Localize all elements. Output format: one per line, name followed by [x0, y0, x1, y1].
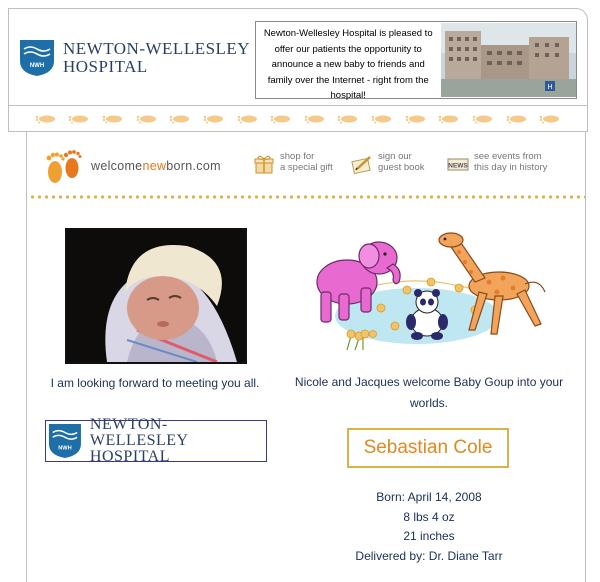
footprint-icon [269, 114, 293, 124]
footprint-icon [202, 114, 226, 124]
hospital-crest-icon [48, 423, 82, 459]
footprint-icon [34, 114, 58, 124]
footprint-icon [168, 114, 192, 124]
footprint-icon [135, 114, 159, 124]
site-name: welcomenewborn.com [91, 159, 221, 173]
baby-name: Sebastian Cole [363, 437, 493, 458]
main-content [26, 132, 586, 582]
welcome-message: Nicole and Jacques welcome Baby Goup into your worlds. [294, 375, 564, 410]
birth-weight: 8 lbs 4 oz [403, 509, 455, 524]
announcement-box [255, 21, 577, 99]
footprint-icon [370, 114, 394, 124]
svg-text:NEWS: NEWS [448, 162, 468, 170]
footprint-icon [471, 114, 495, 124]
animals-illustration [299, 230, 551, 362]
hospital-name-line1: NEWTON-WELLESLEY [63, 39, 251, 58]
hospital-building-image [441, 23, 576, 97]
delivered-by: Delivered by: Dr. Diane Tarr [355, 548, 503, 563]
announcement-text: Newton-Wellesley Hospital is pleased to offer our patients the opportunity to announce a new baby to friends and family over the Internet - right from the hospital! [263, 28, 433, 101]
newspaper-icon [447, 153, 469, 175]
gift-box-icon [253, 153, 275, 175]
baby-name-box [347, 428, 509, 468]
welcomenewborn-logo[interactable] [41, 146, 221, 186]
baby-caption: I am looking forward to meeting you all. [50, 376, 260, 390]
footprint-icon [437, 114, 461, 124]
footprint-icon [505, 114, 529, 124]
history-events-link[interactable]: NEWS see events from this day in history [448, 151, 548, 173]
footprint-icon [67, 114, 91, 124]
svg-text:NWH: NWH [58, 445, 72, 452]
birth-date: Born: April 14, 2008 [376, 490, 482, 504]
svg-text:H: H [547, 84, 553, 91]
site-navbar [27, 142, 587, 188]
baby-photo [65, 228, 247, 364]
hospital-logo-small[interactable]: NWH NEWTON-WELLESLEY HOSPITAL [45, 420, 267, 462]
hospital-logo[interactable] [19, 39, 250, 77]
footprint-icon [404, 114, 428, 124]
shop-gift-link[interactable]: shop for a special gift [253, 151, 333, 175]
baby-feet-icon [41, 146, 85, 186]
footprint-icon [538, 114, 562, 124]
footprint-strip [8, 106, 588, 132]
hospital-crest-icon [19, 39, 55, 77]
guest-book-link[interactable]: sign our guest book [351, 151, 424, 175]
hospital-name-line2: HOSPITAL [63, 57, 148, 76]
footprint-icon [336, 114, 360, 124]
svg-text:NWH: NWH [29, 63, 45, 69]
footprint-icon [101, 114, 125, 124]
birth-details [289, 488, 569, 566]
pencil-notepad-icon [351, 153, 373, 175]
birth-length: 21 inches [403, 529, 455, 543]
header-banner [8, 8, 588, 106]
dotted-divider [29, 194, 585, 200]
footprint-icon [236, 114, 260, 124]
footprint-icon [303, 114, 327, 124]
